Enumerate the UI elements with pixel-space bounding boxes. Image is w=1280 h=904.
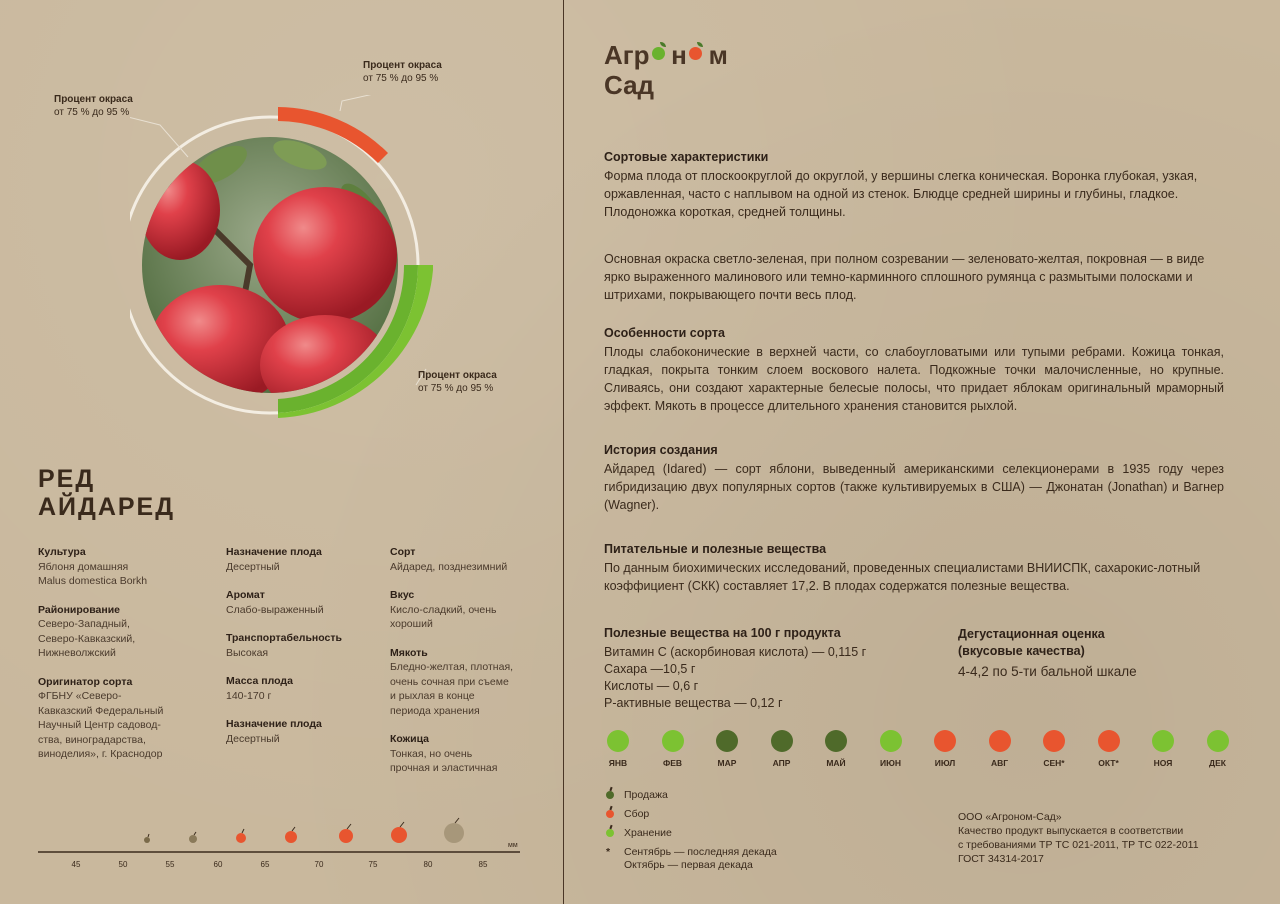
month-calendar <box>598 730 1238 775</box>
tasting-title: Дегустационная оценка (вкусовые качества) <box>958 627 1105 658</box>
section-features <box>604 326 1224 415</box>
size-apple-icon <box>391 822 407 843</box>
scale-tick: 65 <box>260 860 270 869</box>
tasting-score: 4-4,2 по 5-ти бальной шкале <box>958 664 1137 679</box>
spec-purpose-2 <box>226 717 376 746</box>
spec-label: Оригинатор сорта <box>38 675 133 688</box>
variety-title-line2: АЙДАРЕД <box>38 493 176 521</box>
scale-tick: 85 <box>478 860 488 869</box>
spec-value: Тонкая, но очень прочная и эластичная <box>390 747 498 774</box>
callout-color-percent-3 <box>418 369 497 395</box>
variety-title <box>38 465 175 521</box>
size-scale-graphic <box>38 815 520 875</box>
spec-value: Айдаред, позднезимний <box>390 560 508 573</box>
nutrient-line: Р-активные вещества — 0,12 г <box>604 696 783 710</box>
spec-value: Кисло-сладкий, очень хороший <box>390 603 497 630</box>
spec-value: Бледно-желтая, плотная, очень сочная при съеме и рыхлая в конце периода хранения <box>390 661 514 717</box>
nutrients-title: Полезные вещества на 100 г продукта <box>604 626 841 640</box>
spec-label: Аромат <box>226 589 265 601</box>
tasting-block <box>958 626 1218 679</box>
callout-value: от 75 % до 95 % <box>54 107 130 118</box>
spec-value: Десертный <box>226 560 280 573</box>
month-status-dot <box>607 730 629 752</box>
spec-purpose <box>226 545 376 574</box>
apple-icon <box>606 829 614 837</box>
size-apple-icon <box>189 832 197 843</box>
month-item <box>1089 730 1129 768</box>
specs-column-a <box>38 545 208 776</box>
spec-taste <box>390 588 530 632</box>
section-text: Форма плода от плоскоокруглой до округлой, у вершины слегка коническая. Воронка глубокая, узкая, оржавленная, часто с наплывом на одной из стенок. Блюдце средней ширины и глубины, гладкое. Плодоножка короткая, средней толщины. <box>604 169 1198 219</box>
section-text: Плоды слабоконические в верхней части, со слабоугловатыми или тупыми ребрами. Кожица тонкая, гладкая, покрыта тонким слоем воскового налета. Подкожные точки малочисленные, но крупные. Сливаясь, они создают характерные белесые полосы, что придает яблокам оригинальный мраморный эффект. Мякоть в процессе длительного хранения становится рыхлой. <box>604 345 1224 413</box>
company-footer: ООО «Агроном-Сад» Качество продукт выпускается в соответствии с требованиями ТР ТС 021-2011, ТР ТС 022-2011 ГОСТ 34314-2017 <box>958 811 1199 865</box>
calendar-legend <box>604 786 777 872</box>
spec-culture <box>38 545 208 589</box>
apple-photo <box>130 95 450 425</box>
callout-label: Процент окраса <box>54 94 133 105</box>
spec-variety <box>390 545 530 574</box>
section-title: Сортовые характеристики <box>604 150 769 164</box>
callout-value: от 75 % до 95 % <box>418 383 494 394</box>
legend-note <box>604 846 777 872</box>
spec-label: Масса плода <box>226 675 293 687</box>
scale-tick: 55 <box>165 860 175 869</box>
legend-label: Сбор <box>624 808 650 820</box>
section-history <box>604 443 1224 514</box>
section-title: Питательные и полезные вещества <box>604 542 827 556</box>
month-label: АПР <box>772 758 791 768</box>
month-item <box>598 730 638 768</box>
spec-value: Яблоня домашняя Malus domestica Borkh <box>38 560 148 587</box>
scale-tick: 70 <box>314 860 324 869</box>
section-text: Айдаред (Idared) — сорт яблони, выведенный американскими селекционерами в 1935 году через гибридизацию двух популярных сортов (также культивируемых в США) — Джонатан (Jonathan) и Вагнер (Wagner). <box>604 462 1224 512</box>
legend-harvest <box>604 805 777 824</box>
month-item <box>1143 730 1183 768</box>
spec-label: Сорт <box>390 546 416 558</box>
brand-logo <box>604 40 728 100</box>
spec-label: Районирование <box>38 603 120 616</box>
logo-green-apple-icon <box>650 40 672 70</box>
logo-line2: Сад <box>604 70 655 100</box>
section-title: История создания <box>604 443 718 457</box>
spec-value: Высокая <box>226 646 269 659</box>
spec-label: Кожица <box>390 733 430 745</box>
logo-text: н <box>671 40 687 70</box>
month-status-dot <box>1098 730 1120 752</box>
page-fold-divider <box>563 0 564 904</box>
nutrients-block <box>604 626 924 712</box>
month-label: МАЙ <box>826 758 846 768</box>
month-label: ИЮН <box>879 758 901 768</box>
scale-tick: 50 <box>118 860 128 869</box>
scale-tick: 60 <box>213 860 223 869</box>
legend-note-text: Сентябрь — последняя декада Октябрь — первая декада <box>624 846 777 871</box>
spec-label: Назначение плода <box>226 718 322 730</box>
size-apple-icon <box>236 829 246 843</box>
spec-mass <box>226 674 376 703</box>
callout-color-percent-2 <box>363 59 442 85</box>
callout-label: Процент окраса <box>418 370 497 381</box>
apple-icon <box>606 810 614 818</box>
month-item <box>653 730 693 768</box>
month-item <box>871 730 911 768</box>
callout-label: Процент окраса <box>363 60 442 71</box>
nutrient-line: Сахара —10,5 г <box>604 662 696 676</box>
size-apple-icon <box>339 824 353 843</box>
section-text: По данным биохимических исследований, проведенных специалистами ВНИИСПК, сахарокис-лотный коэффициент (СКК) составляет 17,2. В плодах содержатся полезные вещества. <box>604 561 1201 593</box>
spec-label: Транспортабельность <box>226 632 342 644</box>
month-status-dot <box>1207 730 1229 752</box>
month-label: НОЯ <box>1153 758 1173 768</box>
month-label: ОКТ* <box>1098 758 1119 768</box>
size-apple-icon <box>285 827 297 843</box>
month-item <box>1034 730 1074 768</box>
spec-transportability <box>226 631 376 660</box>
month-label: ДЕК <box>1209 758 1226 768</box>
month-status-dot <box>1152 730 1174 752</box>
month-label: ФЕВ <box>662 758 683 768</box>
specs-column-b <box>226 545 376 760</box>
legend-label: Продажа <box>624 789 668 801</box>
nutrient-line: Витамин С (аскорбиновая кислота) — 0,115 г <box>604 645 867 659</box>
legend-label: Хранение <box>624 827 672 839</box>
month-label: МАР <box>717 758 737 768</box>
month-status-dot <box>662 730 684 752</box>
scale-tick: 75 <box>368 860 378 869</box>
spec-label: Назначение плода <box>226 546 322 558</box>
logo-red-apple-icon <box>687 40 709 70</box>
month-item <box>707 730 747 768</box>
spec-flesh <box>390 646 530 719</box>
spec-label: Мякоть <box>390 646 428 659</box>
month-item <box>1198 730 1238 768</box>
spec-zoning <box>38 603 208 661</box>
scale-unit: мм <box>508 842 518 849</box>
month-item <box>980 730 1020 768</box>
specs-column-c <box>390 545 530 790</box>
logo-line1 <box>604 40 728 70</box>
variety-title-line1: РЕД <box>38 465 96 493</box>
spec-label: Культура <box>38 546 86 558</box>
month-status-dot <box>934 730 956 752</box>
spec-value: Слабо-выраженный <box>226 603 324 616</box>
section-nutrition <box>604 542 1224 595</box>
month-label: ЯНВ <box>608 758 628 768</box>
apple-icon <box>606 791 614 799</box>
spec-value: ФГБНУ «Северо- Кавказский Федеральный Научный Центр садовод- ства, виноградарства, виноделия», г. Краснодор <box>38 690 164 760</box>
callout-value: от 75 % до 95 % <box>363 73 439 84</box>
size-apple-icon <box>444 818 464 843</box>
month-status-dot <box>771 730 793 752</box>
spec-value: Северо-Западный, Северо-Кавказский, Нижневолжский <box>38 618 136 659</box>
spec-aroma <box>226 588 376 617</box>
scale-tick: 80 <box>423 860 433 869</box>
section-text: Основная окраска светло-зеленая, при полном созревании — зеленовато-желтая, покровная — в виде ярко выраженного малинового или темно-карминного сплошного румянца с размытыми полосками и штрихами, покрывающего почти весь плод. <box>604 252 1205 302</box>
logo-text: Агр <box>604 40 650 70</box>
apple-photo-ring <box>130 95 450 425</box>
spec-value: 140-170 г <box>226 689 272 702</box>
spec-value: Десертный <box>226 732 280 745</box>
section-varietal-characteristics <box>604 150 1224 221</box>
month-item <box>816 730 856 768</box>
month-item <box>925 730 965 768</box>
month-label: АВГ <box>990 758 1009 768</box>
legend-sale <box>604 786 777 805</box>
month-item <box>762 730 802 768</box>
star-icon: * <box>606 846 611 858</box>
month-status-dot <box>989 730 1011 752</box>
month-status-dot <box>1043 730 1065 752</box>
month-label: ИЮЛ <box>934 758 956 768</box>
nutrient-line: Кислоты — 0,6 г <box>604 679 699 693</box>
spec-skin <box>390 732 530 776</box>
legend-storage <box>604 824 777 843</box>
month-status-dot <box>880 730 902 752</box>
section-coloring <box>604 250 1224 304</box>
spec-originator <box>38 675 208 762</box>
month-label: СЕН* <box>1043 758 1065 768</box>
size-apple-icon <box>144 834 150 843</box>
month-status-dot <box>825 730 847 752</box>
logo-text: м <box>708 40 728 70</box>
month-status-dot <box>716 730 738 752</box>
section-title: Особенности сорта <box>604 326 725 340</box>
spec-label: Вкус <box>390 589 415 601</box>
callout-color-percent-1 <box>54 93 133 119</box>
scale-tick: 45 <box>71 860 81 869</box>
fruit-size-scale <box>38 815 520 875</box>
